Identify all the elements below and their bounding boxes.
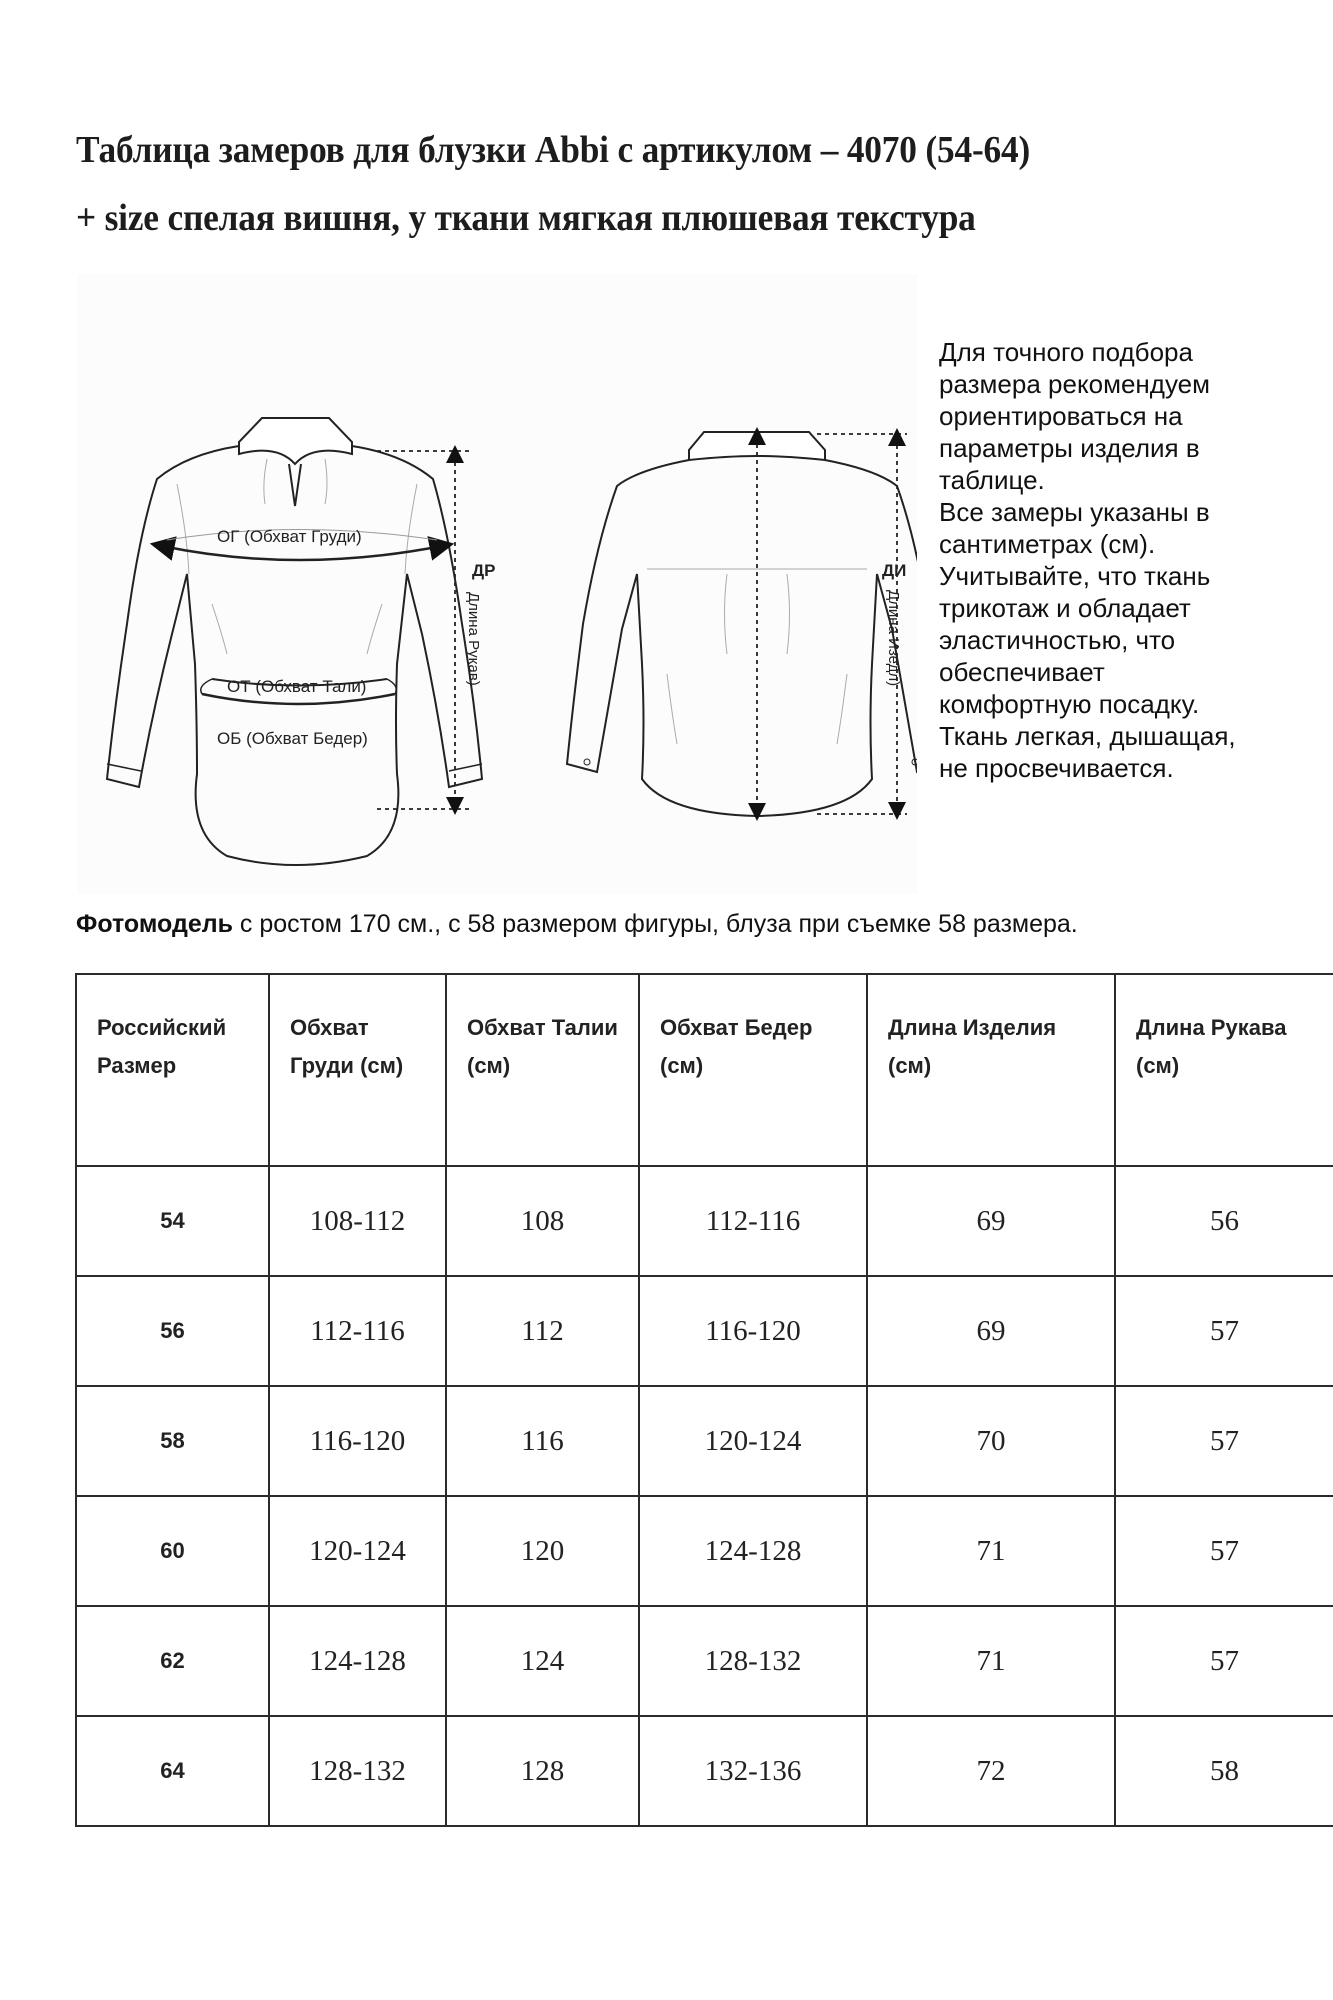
photo-model-label: Фотомодель bbox=[76, 910, 233, 938]
header-waist: Обхват Талии (см) bbox=[446, 974, 639, 1166]
length-cell: 72 bbox=[867, 1716, 1115, 1826]
sleeve-cell: 58 bbox=[1115, 1716, 1333, 1826]
chest-label: ОГ (Обхват Груди) bbox=[217, 527, 362, 546]
header-hips: Обхват Бедер (см) bbox=[639, 974, 867, 1166]
length-cell: 71 bbox=[867, 1496, 1115, 1606]
sleeve-cell: 57 bbox=[1115, 1496, 1333, 1606]
size-chart-table bbox=[75, 973, 1333, 1827]
description-line: параметры изделия в bbox=[939, 433, 1200, 463]
description-line: комфортную посадку. bbox=[939, 689, 1200, 719]
photo-model-text: с ростом 170 см., с 58 размером фигуры, блуза при съемке 58 размера. bbox=[232, 910, 1078, 938]
hips-cell: 116-120 bbox=[639, 1276, 867, 1386]
table-row bbox=[76, 1606, 1333, 1716]
size-cell: 60 bbox=[76, 1496, 269, 1606]
table-row bbox=[76, 1276, 1333, 1386]
table-row bbox=[76, 1496, 1333, 1606]
length-abbr-label: ДИ bbox=[882, 561, 907, 580]
size-cell: 62 bbox=[76, 1606, 269, 1716]
description-line: обеспечивает bbox=[939, 657, 1105, 687]
table-row bbox=[76, 1386, 1333, 1496]
length-cell: 69 bbox=[867, 1276, 1115, 1386]
hips-cell: 132-136 bbox=[639, 1716, 867, 1826]
page-subtitle: + size спелая вишня, у ткани мягкая плюшевая текстура bbox=[76, 197, 976, 239]
size-cell: 54 bbox=[76, 1166, 269, 1276]
chest-cell: 108-112 bbox=[269, 1166, 446, 1276]
description-line: трикотаж и обладает bbox=[939, 593, 1191, 623]
fit-description bbox=[939, 336, 1329, 784]
description-line: Для точного подбора bbox=[939, 337, 1193, 367]
description-line: сантиметрах (см). bbox=[939, 529, 1156, 559]
photo-model-info bbox=[76, 910, 1078, 939]
hips-cell: 112-116 bbox=[639, 1166, 867, 1276]
description-line: таблице. bbox=[939, 465, 1045, 495]
length-cell: 71 bbox=[867, 1606, 1115, 1716]
description-line: Ткань легкая, дышащая, bbox=[939, 721, 1236, 751]
sleeve-cell: 57 bbox=[1115, 1606, 1333, 1716]
header-product-length: Длина Изделия (см) bbox=[867, 974, 1115, 1166]
description-line: Все замеры указаны в bbox=[939, 497, 1210, 527]
sleeve-cell: 57 bbox=[1115, 1386, 1333, 1496]
blouse-sketch-icon bbox=[77, 274, 917, 894]
size-cell: 64 bbox=[76, 1716, 269, 1826]
length-cell: 69 bbox=[867, 1166, 1115, 1276]
table-row bbox=[76, 1166, 1333, 1276]
description-line: не просвечивается. bbox=[939, 753, 1174, 783]
length-full-label: Длина Изедл) bbox=[885, 590, 902, 687]
measurement-diagram bbox=[77, 274, 917, 894]
description-line: размера рекомендуем bbox=[939, 369, 1210, 399]
waist-cell: 116 bbox=[446, 1386, 639, 1496]
chest-cell: 128-132 bbox=[269, 1716, 446, 1826]
waist-cell: 120 bbox=[446, 1496, 639, 1606]
size-cell: 58 bbox=[76, 1386, 269, 1496]
product-length-dimension bbox=[757, 434, 907, 814]
table-header-row bbox=[76, 974, 1333, 1166]
back-blouse bbox=[567, 432, 917, 816]
waist-label: ОТ (Обхват Тали) bbox=[227, 677, 367, 696]
sleeve-cell: 57 bbox=[1115, 1276, 1333, 1386]
waist-cell: 108 bbox=[446, 1166, 639, 1276]
description-line: Учитывайте, что ткань bbox=[939, 561, 1211, 591]
front-blouse bbox=[107, 418, 482, 865]
chest-cell: 112-116 bbox=[269, 1276, 446, 1386]
sleeve-full-label: Длина Рукав) bbox=[465, 592, 482, 686]
header-russian-size: Российский Размер bbox=[76, 974, 269, 1166]
header-sleeve-length: Длина Рукава (см) bbox=[1115, 974, 1333, 1166]
chest-cell: 124-128 bbox=[269, 1606, 446, 1716]
waist-cell: 112 bbox=[446, 1276, 639, 1386]
waist-cell: 128 bbox=[446, 1716, 639, 1826]
description-line: ориентироваться на bbox=[939, 401, 1183, 431]
waist-cell: 124 bbox=[446, 1606, 639, 1716]
hips-cell: 124-128 bbox=[639, 1496, 867, 1606]
length-cell: 70 bbox=[867, 1386, 1115, 1496]
header-chest: Обхват Груди (см) bbox=[269, 974, 446, 1166]
chest-cell: 116-120 bbox=[269, 1386, 446, 1496]
sleeve-abbr-label: ДР bbox=[472, 561, 496, 580]
size-cell: 56 bbox=[76, 1276, 269, 1386]
description-line: эластичностью, что bbox=[939, 625, 1176, 655]
hips-cell: 120-124 bbox=[639, 1386, 867, 1496]
page-title: Таблица замеров для блузки Abbi с артикулом – 4070 (54-64) bbox=[76, 129, 1031, 171]
table-row bbox=[76, 1716, 1333, 1826]
chest-cell: 120-124 bbox=[269, 1496, 446, 1606]
sleeve-length-dimension bbox=[377, 451, 472, 809]
hips-label: ОБ (Обхват Бедер) bbox=[217, 729, 368, 748]
hips-cell: 128-132 bbox=[639, 1606, 867, 1716]
sleeve-cell: 56 bbox=[1115, 1166, 1333, 1276]
